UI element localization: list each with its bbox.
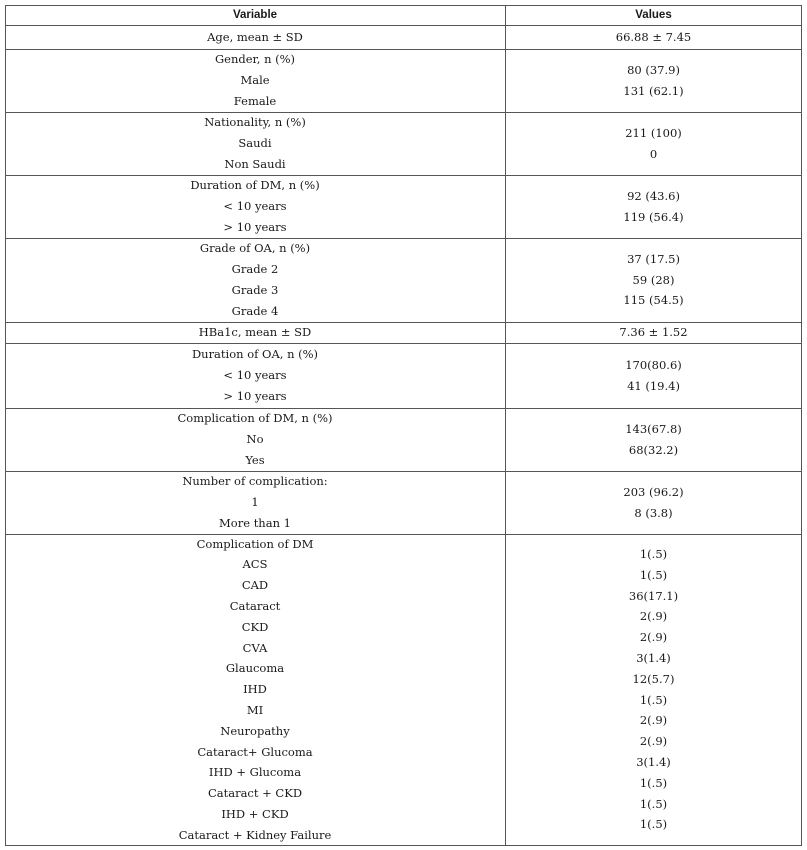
variable-sublabel: CVA [242, 640, 268, 655]
data-table [5, 5, 802, 845]
value-cell: 80 (37.9) [627, 62, 680, 77]
value-cell: 1(.5) [639, 546, 668, 561]
variable-sublabel: IHD + Glucoma [208, 765, 302, 780]
value-cell: 119 (56.4) [623, 209, 684, 224]
value-cell: 8 (3.8) [634, 505, 673, 520]
variable-sublabel: 1 [251, 495, 259, 510]
value-cell: 143(67.8) [625, 421, 682, 436]
header-variable: Variable [232, 9, 278, 21]
variable-sublabel: No [246, 432, 264, 447]
value-cell: 2(.9) [639, 609, 668, 624]
variable-sublabel: < 10 years [223, 199, 287, 214]
variable-sublabel: > 10 years [223, 219, 287, 234]
variable-sublabel: Grade 4 [231, 303, 279, 318]
value-cell: 7.36 ± 1.52 [619, 325, 688, 340]
variable-sublabel: Yes [245, 452, 265, 467]
variable-sublabel: ACS [242, 557, 268, 572]
value-cell: 1(.5) [639, 796, 668, 811]
value-cell: 41 (19.4) [627, 378, 680, 393]
value-cell: 115 (54.5) [623, 293, 684, 308]
variable-label: Number of complication: [182, 474, 328, 489]
table-border-top [5, 5, 802, 6]
variable-sublabel: CAD [241, 578, 269, 593]
variable-sublabel: IHD [243, 682, 267, 697]
variable-sublabel: > 10 years [223, 388, 287, 403]
header-values: Values [635, 9, 672, 21]
variable-label: Duration of OA, n (%) [191, 347, 319, 362]
value-cell: 170(80.6) [625, 357, 682, 372]
variable-sublabel: Grade 3 [231, 283, 279, 297]
variable-sublabel: Grade 2 [231, 262, 279, 277]
value-cell: 1(.5) [639, 692, 668, 707]
variable-sublabel: Glaucoma [225, 661, 285, 676]
variable-sublabel: Cataract + Kidney Failure [178, 827, 332, 842]
value-cell: 3(1.4) [636, 754, 671, 769]
variable-sublabel: < 10 years [223, 368, 287, 383]
variable-sublabel: MI [246, 702, 264, 717]
value-cell: 2(.9) [639, 713, 668, 728]
variable-label: Complication of DM [196, 536, 314, 551]
variable-label: Nationality, n (%) [204, 115, 306, 130]
variable-sublabel: Male [240, 73, 270, 88]
value-cell: 36(17.1) [628, 588, 679, 603]
variable-sublabel: Cataract [229, 598, 281, 613]
variable-label: Age, mean ± SD [207, 29, 303, 44]
value-cell: 92 (43.6) [627, 188, 680, 203]
value-cell: 12(5.7) [632, 671, 675, 686]
variable-sublabel: Cataract + CKD [207, 786, 303, 801]
value-cell: 1(.5) [639, 817, 668, 832]
value-cell: 203 (96.2) [623, 484, 684, 499]
value-cell: 2(.9) [639, 734, 668, 749]
variable-label: Duration of DM, n (%) [190, 178, 320, 193]
variable-label: Gender, n (%) [214, 52, 296, 67]
value-cell: 59 (28) [632, 272, 675, 287]
value-cell: 2(.9) [639, 630, 668, 645]
value-cell: 131 (62.1) [623, 83, 684, 98]
variable-label: Grade of OA, n (%) [199, 241, 311, 256]
value-cell: 37 (17.5) [627, 251, 680, 266]
value-cell: 68(32.2) [628, 442, 679, 457]
variable-sublabel: Cataract+ Glucoma [197, 744, 313, 759]
value-cell: 211 (100) [625, 125, 682, 140]
value-cell: 1(.5) [639, 775, 668, 790]
variable-label: HBa1c, mean ± SD [198, 325, 312, 340]
variable-sublabel: Female [233, 93, 277, 108]
variable-sublabel: Non Saudi [224, 156, 286, 171]
value-cell: 3(1.4) [636, 650, 671, 665]
variable-sublabel: More than 1 [219, 515, 291, 530]
variable-label: Complication of DM, n (%) [177, 411, 333, 426]
variable-sublabel: IHD + CKD [221, 806, 289, 821]
value-cell: 66.88 ± 7.45 [615, 29, 692, 44]
variable-sublabel: Saudi [238, 136, 272, 151]
value-cell: 1(.5) [639, 567, 668, 582]
variable-sublabel: CKD [241, 619, 269, 634]
value-cell: 0 [649, 146, 658, 161]
variable-sublabel: Neuropathy [220, 723, 290, 738]
